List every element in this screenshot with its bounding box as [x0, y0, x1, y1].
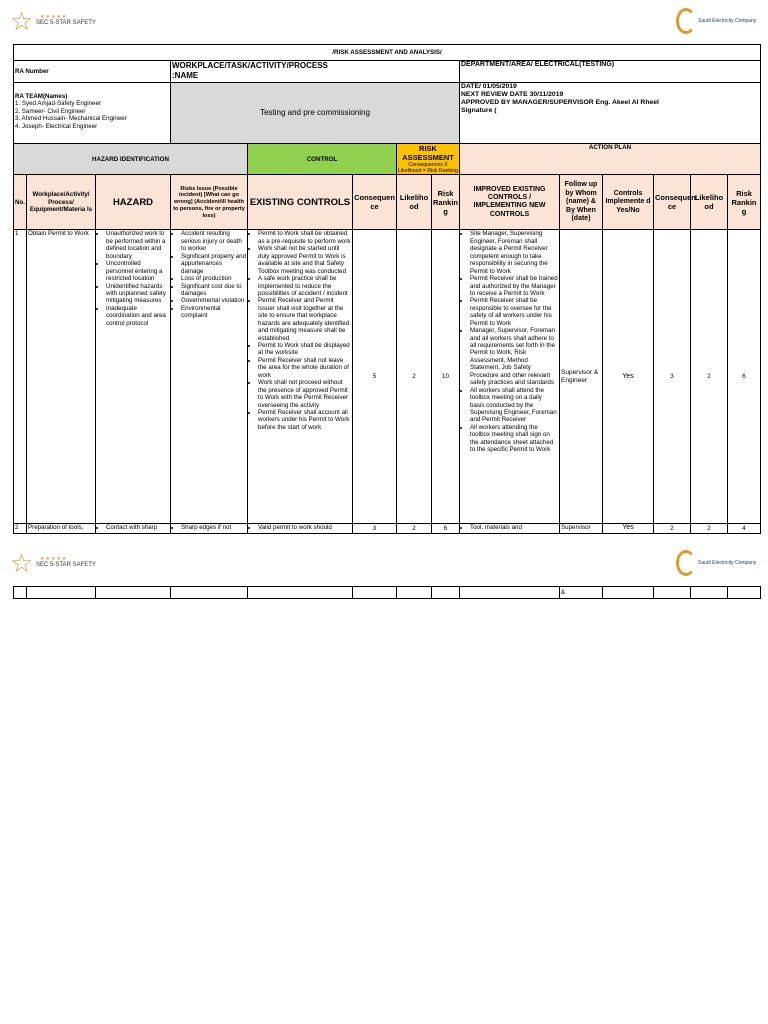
row-improved-controls: • Tool, materials and	[460, 524, 560, 533]
row-existing-controls: • Permit to Work shall be obtained as a pre-requisite to perform work • Work shall not be started until duly approved Permit to Work is available at site and that Safety Toolbox meeting was conducted • A safe work practice shall be implemented to reduce the possibilities of accident / incident • Permit Receiver and Permit Issuer shall visit together at the site to ensure that workplace hazards are adequately identified and mitigating measure shall be established • Permit to Work shall be displayed at the worksite • Permit Receiver shall not leave the area for the whole duration of work • Work shall not proceed without the presence of approved Permit to Work with the Permit Receiver overseeing the activity • Permit Receiver shall account all workers under his Permit to Work before the start of work	[248, 230, 353, 524]
row-follow-up: &	[560, 587, 603, 599]
row-likelihood-2: 2	[691, 524, 728, 533]
row-risk-ranking-2: 4	[728, 524, 761, 533]
sec-five-star-logo	[10, 6, 100, 40]
task-name-cell: Testing and pre commissioning	[171, 83, 460, 144]
col-risk-ranking: Risk Rankin g	[432, 175, 460, 230]
rating-stars-icon: ★★★★★	[40, 556, 68, 562]
ra-number-cell: RA Number	[14, 61, 171, 83]
approval-cell: DATE/ 01/05/2019 NEXT REVIEW DATE 30/11/2019 APPROVED BY MANAGER/SUPERVISOR Eng. Akeel Al Rheel Signature (	[460, 83, 761, 144]
logo-text: SEC 5-STAR SAFETY	[36, 20, 96, 26]
row-risk-ranking-2: 6	[728, 230, 761, 524]
col-improved-controls: IMPROVED EXISTING CONTROLS / IMPLEMENTING NEW CONTROLS	[460, 175, 560, 230]
row-improved-controls: • Site Manager, Supervising Engineer, Foreman shall designate a Permit Receiver competent enough to take responsibility in securing the Permit to Work • Permit Receiver shall be trained and authorized by the Manager to receive a Permit to Work • Permit Receiver shall be responsible to oversee for the safety of all workers under his Permit to Work • Manager, Supervisor, Foreman and all workers shall adhere to all requirements set forth in the Permit to Work, Risk Assessment, Method Statement, Job Safety Procedure and other relevant safety practices and standards • All workers shall attend the toolbox meeting on a daily basis conducted by the Supervising Engineer, Foreman and Permit Receiver • All workers attending the toolbox meeting shall sign on the attendance sheet attached to the specific Permit to Work	[460, 230, 560, 524]
rating-stars-icon: ★★★★★	[40, 14, 68, 20]
logo-text: SEC 5-STAR SAFETY	[36, 562, 96, 568]
hazard-identification-header: HAZARD IDENTIFICATION	[14, 144, 248, 175]
row-existing-controls: • Valid permit to work should	[248, 524, 353, 533]
risk-assessment-header: RISK ASSESSMENT Consequences X Likelihood = Risk Ranking	[398, 144, 458, 175]
col-hazard: HAZARD	[96, 175, 171, 230]
row-consequence-2: 2	[654, 524, 691, 533]
col-controls-implemented: Controls Implemente d Yes/No	[603, 175, 654, 230]
row-activity: Obtain Permit to Work	[27, 230, 96, 524]
saudi-electricity-logo	[676, 6, 758, 40]
row-implemented: Yes	[603, 524, 654, 533]
table-row	[14, 587, 761, 599]
control-header: CONTROL	[248, 144, 397, 175]
star-icon: ☆	[10, 6, 34, 36]
row-likelihood: 2	[397, 230, 432, 524]
row-consequence: 5	[353, 230, 397, 524]
row-number: 1	[14, 230, 27, 524]
row-risk-ranking: 10	[432, 230, 460, 524]
continuation-table	[13, 586, 761, 599]
col-consequence: Consequen ce	[353, 175, 397, 230]
col-likelihood: Likeliho od	[397, 175, 432, 230]
row-hazards: • Contact with sharp	[96, 524, 171, 533]
col-consequence-2: Consequen ce	[654, 175, 691, 230]
row-likelihood-2: 2	[691, 230, 728, 524]
row-hazards: • Unauthorized work to be performed within a defined location and boundary • Uncontrolled personnel entering a restricted location • Unidentified hazards with unplanned safety mitigating measures • Inadequate coordination and area control protocol	[96, 230, 171, 524]
action-plan-header: ACTION PLAN	[460, 144, 761, 175]
table-row	[14, 524, 761, 533]
col-no: No.	[14, 175, 27, 230]
logo-english-text: Saudi Electricity Company	[698, 18, 757, 24]
star-icon: ☆	[10, 548, 34, 578]
swirl-icon	[676, 8, 696, 34]
row-risk-ranking: 6	[432, 524, 460, 533]
row-risks: • Sharp edges if not	[171, 524, 248, 533]
row-follow-up: Supervisor & Engineer	[560, 230, 603, 524]
row-implemented: Yes	[603, 230, 654, 524]
row-follow-up: Supervisor	[560, 524, 603, 533]
sec-five-star-logo	[10, 548, 100, 582]
risk-assessment-table	[13, 44, 761, 534]
swirl-icon	[676, 550, 696, 576]
row-consequence-2: 3	[654, 230, 691, 524]
table-row	[14, 230, 761, 524]
logo-english-text: Saudi Electricity Company	[698, 560, 757, 566]
col-workplace: Workplace/Activity/ Process/ Equipment/Materia ls	[27, 175, 96, 230]
col-follow-up: Follow up by Whom (name) & By When (date)	[560, 175, 603, 230]
ra-team-cell: RA TEAM(Names) 1. Syed Amjad-Safety Engineer 2. Sameer- Civil Engineer 3. Ahmed Hussain- Mechanical Engineer 4. Joseph- Electrical Engineer	[14, 83, 171, 144]
row-likelihood: 2	[397, 524, 432, 533]
page-title: /RISK ASSESSMENT AND ANALYSIS/	[14, 45, 761, 61]
col-likelihood-2: Likeliho od	[691, 175, 728, 230]
row-number: 2	[14, 524, 27, 533]
row-consequence: 3	[353, 524, 397, 533]
department-cell: DEPARTMENT/AREA/ ELECTRICAL(TESTING)	[460, 61, 761, 83]
col-risks-issue: Risks Issue (Possible incident) [What can go wrong] (Accident/ill health to persons, fire or property loss)	[171, 175, 248, 230]
row-activity: Preparation of tools,	[27, 524, 96, 533]
col-risk-ranking-2: Risk Rankin g	[728, 175, 761, 230]
row-risks: • Accident resulting serious injury or death to worker • Significant property and appurtenances damage • Loss of production • Significant cost due to damages • Governmental violation • Environmental complaint	[171, 230, 248, 524]
col-existing-controls: EXISTING CONTROLS	[248, 175, 353, 230]
workplace-label-cell: WORKPLACE/TASK/ACTIVITY/PROCESS :NAME	[171, 61, 460, 83]
saudi-electricity-logo	[676, 548, 758, 582]
